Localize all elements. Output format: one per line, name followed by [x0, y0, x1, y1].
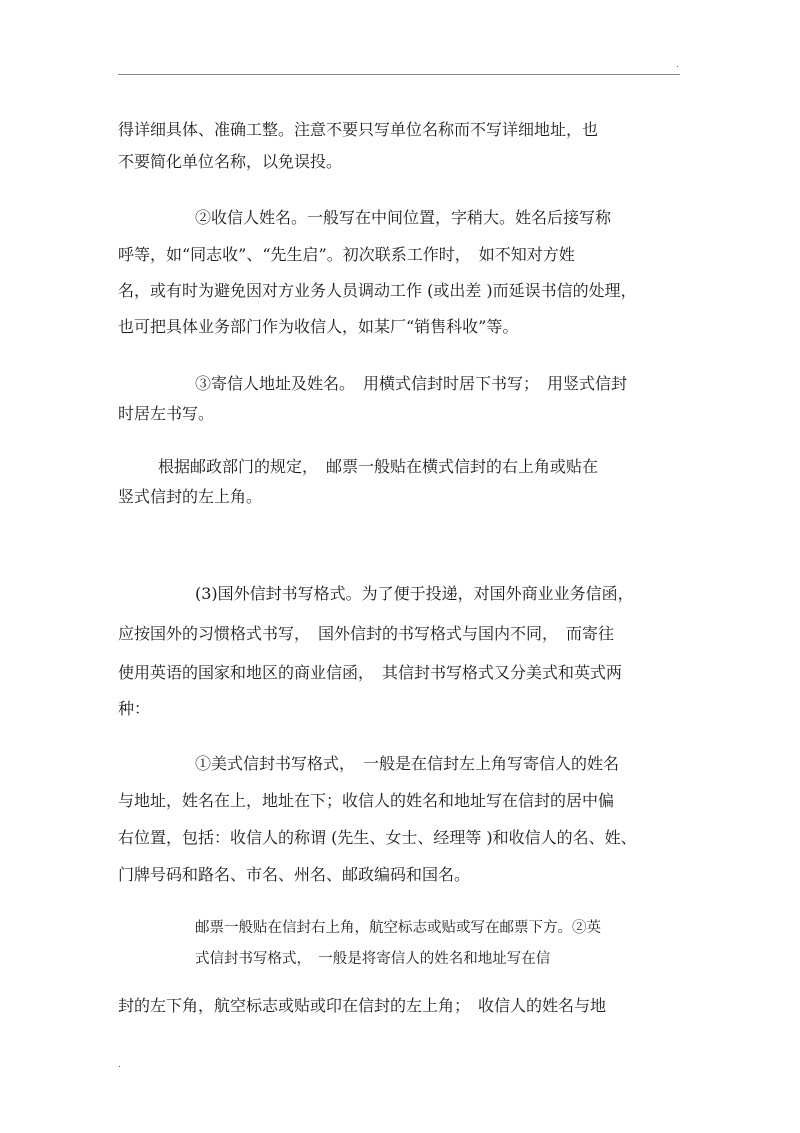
text-line-7: ③寄信人地址及姓名。 用横式信封时居下书写； 用竖式信封 [195, 374, 628, 393]
text-line-15: ①美式信封书写格式， 一般是在信封左上角写寄信人的姓名 [195, 754, 620, 773]
text-line-5: 名，或有时为避免因对方业务人员调动工作 (或出差 )而延误书信的处理， [118, 281, 637, 300]
text-line-11: (3)国外信封书写格式。为了便于投递，对国外商业业务信函， [195, 584, 634, 603]
text-line-4: 呼等，如“同志收”、“先生启”。初次联系工作时， 如不知对方姓 [118, 245, 575, 264]
text-line-12: 应按国外的习惯格式书写， 国外信封的书写格式与国内不同， 而寄往 [118, 624, 615, 643]
text-line-8: 时居左书写。 [118, 404, 215, 423]
footer-mark: . [118, 1060, 121, 1070]
text-line-10: 竖式信封的左上角。 [118, 487, 263, 506]
text-line-16: 与地址，姓名在上，地址在下；收信人的姓名和地址写在信封的居中偏 [118, 791, 615, 810]
text-line-17: 右位置，包括：收信人的称谓 (先生、女士、经理等 )和收信人的名、姓、 [118, 828, 637, 847]
text-line-9: 根据邮政部门的规定， 邮票一般贴在横式信封的右上角或贴在 [158, 457, 599, 476]
text-line-19: 邮票一般贴在信封右上角，航空标志或贴或写在邮票下方。②英 [195, 920, 601, 936]
text-line-3: ②收信人姓名。一般写在中间位置，字稍大。姓名后接写称 [195, 208, 612, 227]
header-rule [118, 74, 680, 75]
text-line-21: 封的左下角，航空标志或贴或印在信封的左上角； 收信人的姓名与地 [118, 996, 607, 1015]
text-line-6: 也可把具体业务部门作为收信人，如某厂“销售科收”等。 [118, 317, 519, 336]
text-line-20: 式信封书写格式， 一般是将寄信人的姓名和地址写在信 [195, 951, 551, 967]
text-line-18: 门牌号码和路名、市名、州名、邮政编码和国名。 [118, 865, 471, 884]
text-line-14: 种： [118, 699, 151, 718]
header-mark: . [676, 60, 679, 70]
text-line-1: 得详细具体、准确工整。注意不要只写单位名称而不写详细地址，也 [118, 120, 599, 139]
text-line-2: 不要简化单位名称，以免误投。 [118, 152, 343, 171]
text-line-13: 使用英语的国家和地区的商业信函， 其信封书写格式又分美式和英式两 [118, 663, 623, 682]
